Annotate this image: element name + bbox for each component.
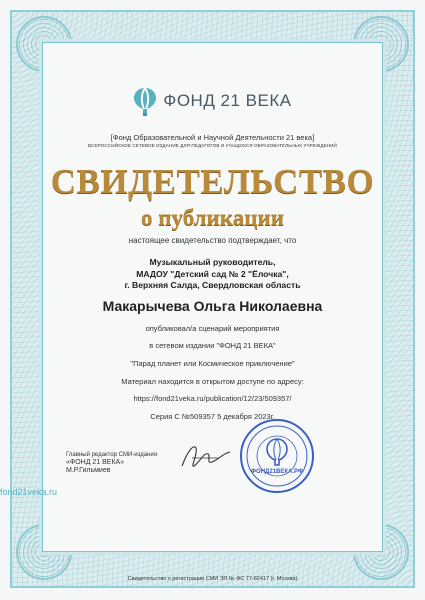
recipient-details: [42, 257, 383, 292]
editor-name: М.Р.Гильмиев: [66, 467, 111, 474]
access-note: Материал находится в открытом доступе по адресу:: [121, 377, 304, 386]
stamp-text: ФОНД21ВЕКА.РФ: [250, 469, 304, 475]
recipient-name: Макарычева Ольга Николаевна: [102, 298, 323, 314]
certificate-title: СВИДЕТЕЛЬСТВО: [50, 162, 375, 201]
publication-title: "Парад планет или Космическое приключение": [130, 359, 295, 368]
organization-full-name: [Фонд Образовательной и Научной Деятельности 21 века]: [110, 133, 315, 142]
brand-name: ФОНД 21 ВЕКА: [163, 91, 292, 110]
recipient-location: г. Верхняя Салда, Свердловская область: [124, 280, 301, 290]
editor-role: Главный редактор СМИ-издания: [66, 452, 157, 458]
signature: [178, 440, 234, 472]
registration-info: Свидетельство о регистрации СМИ ЭЛ № ФС 77-82417 (г. Москва): [127, 576, 298, 582]
certificate-subtitle: о публикации: [141, 205, 284, 230]
official-stamp: [238, 417, 316, 495]
series-number: Серия С №509357 5 декабря 2023г.: [150, 412, 275, 421]
publication-edition: в сетевом издании "ФОНД 21 ВЕКА": [149, 341, 276, 350]
organization-tagline: ВСЕРОССИЙСКОЕ СЕТЕВОЕ ИЗДАНИЕ ДЛЯ ПЕДАГОГОВ И УЧАЩИХСЯ ОБРАЗОВАТЕЛЬНЫХ УЧРЕЖДЕНИЙ: [88, 143, 337, 148]
editor-block: [66, 451, 186, 475]
recipient-position: Музыкальный руководитель,: [149, 257, 276, 267]
logo: [42, 86, 383, 116]
website-link[interactable]: fond21veka.ru: [0, 487, 58, 497]
balloon-logo-icon: [133, 86, 157, 116]
confirm-text: настоящее свидетельство подтверждает, что: [128, 236, 297, 245]
editor-edition: «ФОНД 21 ВЕКА»: [66, 459, 125, 466]
publication-url[interactable]: https://fond21veka.ru/publication/12/23/509357/: [133, 394, 292, 403]
certificate-content: [42, 42, 383, 552]
publication-action: опубликовал/а сценарий мероприятия: [145, 324, 280, 333]
recipient-organization: МАДОУ "Детский сад № 2 "Ёлочка",: [136, 268, 289, 279]
